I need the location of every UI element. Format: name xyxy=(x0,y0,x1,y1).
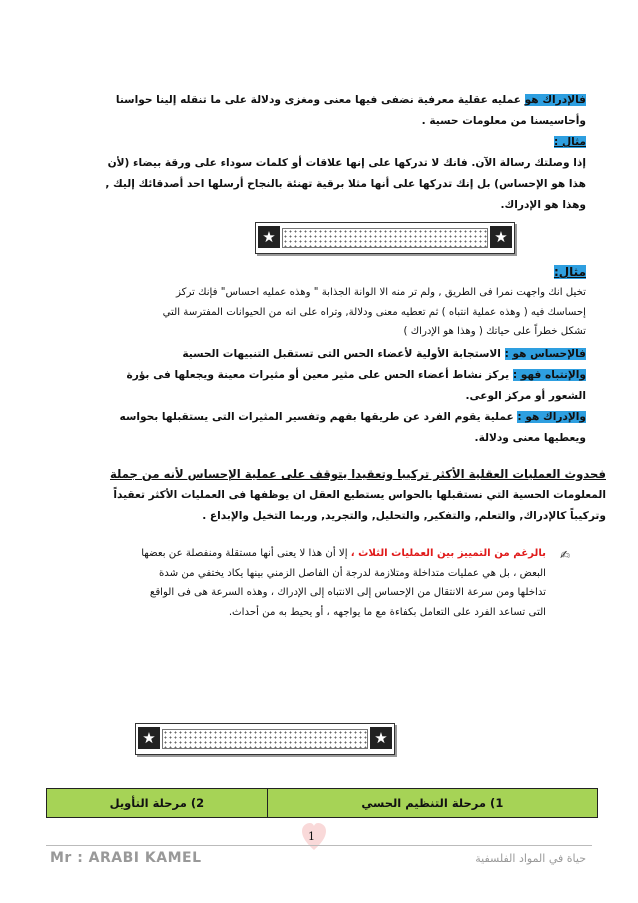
dotted-pattern xyxy=(282,228,488,248)
star-icon: ★ xyxy=(370,727,392,749)
interrelation-line-4: التى تساعد الفرد على التعامل بكفاءة مع ما يواجهه ، أو يحيط به من أحداث. xyxy=(228,606,546,618)
footer-author: Mr : ARABI KAMEL xyxy=(50,850,202,866)
decorative-banner-top xyxy=(255,222,515,254)
example-label: مثال : xyxy=(554,136,586,148)
perception-definition-cont: ويعطيها معنى ودلالة. xyxy=(474,431,586,444)
dotted-pattern xyxy=(162,729,368,749)
interrelation-line-3: تداخلها ومن سرعة الانتقال من الإحساس إلى الانتباه إلى الإدراك ، وهذه السرعة هى فى الواقع xyxy=(149,587,546,598)
section-perception-definition xyxy=(92,90,586,216)
table-row xyxy=(47,789,598,818)
section-tiger-example xyxy=(52,262,586,449)
complex-line-3: وتركيباً كالإدراك, والتعلم, والتفكير, والتحليل, والتجريد, وربما التخيل والإبداع . xyxy=(202,510,606,522)
page-number: 1 xyxy=(308,830,315,843)
tiger-line-2: إحساسك فيه ( وهذه عملية انتباه ) ثم تعطيه معنى ودلالة, وتراه على انه من الحيوانات المفترسة التي xyxy=(162,306,586,318)
star-icon: ★ xyxy=(138,727,160,749)
example-line-1: إذا وصلتك رسالة الآن. فانك لا تدركها على إنها علاقات أو كلمات سوداء على ورقة بيضاء (لأن xyxy=(107,157,586,169)
interrelation-line-2: البعض ، بل هي عمليات متداخلة ومتلازمة لدرجة أن الفاصل الزمني بينها يكاد يختفي من شدة xyxy=(158,567,546,579)
attention-definition-cont: الشعور أو مركز الوعى. xyxy=(465,389,586,402)
definition-line-1: فالإدراك هو عمليه عقلية معرفية نضفى فيها معنى ومغزى ودلالة على ما تنقله إلينا حواسنا xyxy=(115,94,586,106)
phase-sensory-organization: 1) مرحلة التنظيم الحسي xyxy=(267,789,597,818)
tiger-line-3: تشكل خطراً على حياتك ( وهذا هو الإدراك ) xyxy=(403,326,586,337)
star-icon: ★ xyxy=(258,226,280,248)
example-label-2: مثال: xyxy=(553,265,586,279)
complex-line-2: المعلومات الحسية التي نستقبلها بالحواس يستطيع العقل ان يوظفها فى العمليات الأكثر تعقيداً xyxy=(113,489,606,501)
attention-definition: والإنتباه فهو : يركز نشاط أعضاء الحس على مثير معين أو مثيرات معينة ويجعلها فى بؤرة xyxy=(126,368,586,381)
sensation-definition: فالإحساس هو : الاستجابة الأولية لأعضاء الحس التى تستقبل التنبيهات الحسية xyxy=(182,347,586,360)
interrelation-line-1: بالرغم من التمييز بين العمليات الثلاث ، إلا أن هذا لا يعنى أنها مستقلة ومنفصلة عن بعضها xyxy=(141,548,546,559)
tiger-line-1: تخيل انك واجهت نمرا فى الطريق , ولم تر منه الا الوانة الجذابة " وهذه عمليه احساس" فإنك تركز xyxy=(175,287,586,298)
complex-heading: فحدوث العمليات العقلية الأكثر تركيبا وتعقيدا يتوقف على عملية الإحساس لأنه من جملة xyxy=(110,467,606,481)
pencil-bullet-icon: ✍ xyxy=(560,548,571,562)
perception-definition-2: والإدراك هو : عملية يقوم الفرد عن طريقها بفهم وتفسير المثيرات التى يستقبلها بحواسه xyxy=(119,410,586,423)
decorative-banner-bottom xyxy=(135,723,395,755)
perception-term: فالإدراك هو xyxy=(524,94,586,106)
footer-divider xyxy=(46,845,592,846)
section-interrelation xyxy=(82,544,546,622)
phase-interpretation: 2) مرحلة التأويل xyxy=(47,789,268,818)
definition-line-2: وأحاسيسنا من معلومات حسية . xyxy=(421,115,586,127)
star-icon: ★ xyxy=(490,226,512,248)
example-line-2: هذا هو الإحساس) بل إنك تدركها على أنها مثلا برقية تهنئة بالنجاح أرسلها احد أصدقائك إليك , xyxy=(105,178,586,190)
example-line-3: وهذا هو الإدراك. xyxy=(500,199,586,211)
footer-site: حياة في المواد الفلسفية xyxy=(475,852,586,865)
section-complex-processes xyxy=(58,464,606,527)
phases-table xyxy=(46,788,598,818)
